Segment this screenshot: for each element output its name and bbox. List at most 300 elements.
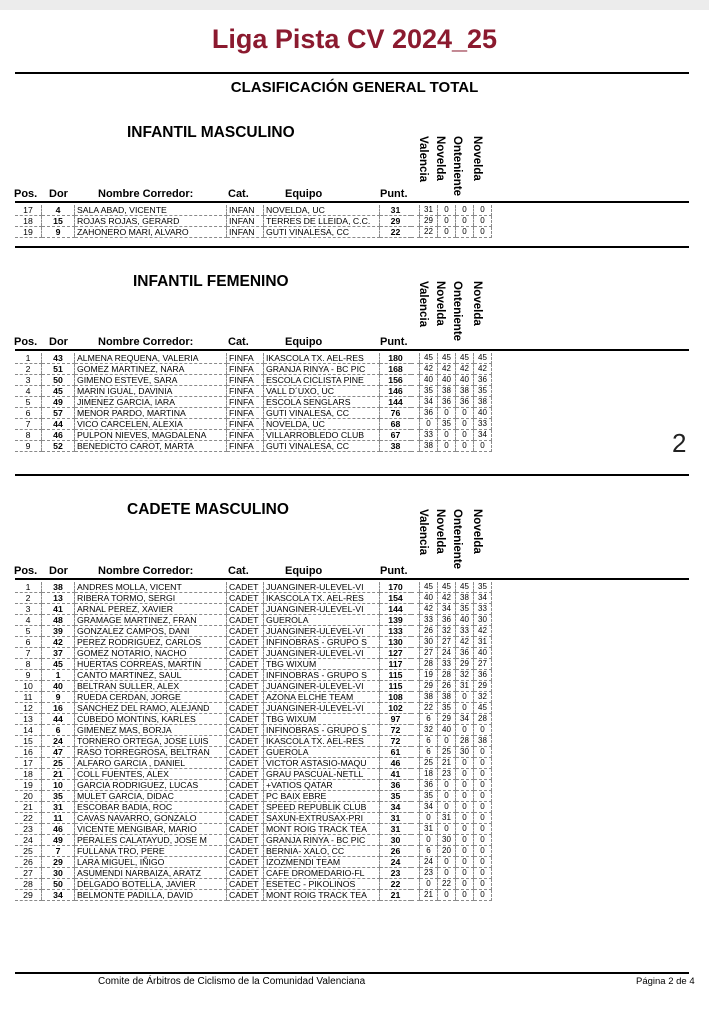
round-points-cell: 0 xyxy=(456,813,474,824)
round-points-cell: 33 xyxy=(474,604,492,615)
table-row xyxy=(15,868,492,879)
round-points-cell: 27 xyxy=(438,637,456,648)
table-row xyxy=(15,386,492,397)
category-cell: CADET xyxy=(227,593,264,604)
rider-name-cell: JIMENEZ GARCIA, IARA xyxy=(75,397,227,408)
bib-number-cell: 44 xyxy=(42,714,75,725)
section-title: INFANTIL MASCULINO xyxy=(127,124,295,141)
section-end-rule xyxy=(15,474,689,476)
round-points-cell: 19 xyxy=(420,670,438,681)
round-points-cell: 0 xyxy=(474,769,492,780)
spacer-cell xyxy=(411,868,420,879)
team-cell: VICTOR ASTASIO-MAQU xyxy=(264,758,380,769)
round-points-cell: 31 xyxy=(420,205,438,216)
team-cell: TERRES DE LLEIDA, C.C. xyxy=(264,216,380,227)
position-cell: 17 xyxy=(15,758,42,769)
rider-name-cell: BENEDICTO CAROT, MARTA xyxy=(75,441,227,452)
rider-name-cell: CAVAS NAVARRO, GONZALO xyxy=(75,813,227,824)
round-points-cell: 40 xyxy=(438,375,456,386)
round-points-cell: 42 xyxy=(420,604,438,615)
round-points-cell: 0 xyxy=(474,846,492,857)
round-points-cell: 35 xyxy=(438,419,456,430)
position-cell: 1 xyxy=(15,353,42,364)
round-points-cell: 0 xyxy=(474,879,492,890)
table-row xyxy=(15,648,492,659)
category-cell: FINFA xyxy=(227,419,264,430)
rider-name-cell: ESCOBAR BADIA, ROC xyxy=(75,802,227,813)
spacer-cell xyxy=(411,386,420,397)
column-header-name: Nombre Corredor: xyxy=(98,565,194,577)
round-points-cell: 34 xyxy=(474,593,492,604)
spacer-cell xyxy=(411,216,420,227)
round-points-cell: 29 xyxy=(474,681,492,692)
spacer-cell xyxy=(411,813,420,824)
round-points-cell: 0 xyxy=(456,408,474,419)
rider-name-cell: GARCIA RODRIGUEZ, LUCAS xyxy=(75,780,227,791)
category-cell: INFAN xyxy=(227,227,264,238)
round-points-cell: 0 xyxy=(456,857,474,868)
points-cell: 144 xyxy=(380,604,412,615)
table-row xyxy=(15,802,492,813)
table-row xyxy=(15,659,492,670)
bib-number-cell: 24 xyxy=(42,736,75,747)
rider-name-cell: VICENTE MENGIBAR, MARIO xyxy=(75,824,227,835)
category-cell: FINFA xyxy=(227,375,264,386)
round-points-cell: 0 xyxy=(456,868,474,879)
bib-number-cell: 57 xyxy=(42,408,75,419)
bib-number-cell: 13 xyxy=(42,593,75,604)
bib-number-cell: 45 xyxy=(42,386,75,397)
position-cell: 24 xyxy=(15,835,42,846)
spacer-cell xyxy=(411,441,420,452)
round-points-cell: 0 xyxy=(420,419,438,430)
points-cell: 22 xyxy=(380,879,412,890)
header-rule xyxy=(15,578,689,580)
table-row xyxy=(15,408,492,419)
bib-number-cell: 21 xyxy=(42,769,75,780)
spacer-cell xyxy=(411,364,420,375)
team-cell: GUTI VINALESA, CC xyxy=(264,441,380,452)
round-points-cell: 40 xyxy=(474,408,492,419)
table-row xyxy=(15,626,492,637)
table-row xyxy=(15,780,492,791)
spacer-cell xyxy=(411,747,420,758)
position-cell: 7 xyxy=(15,648,42,659)
column-header-pos: Pos. xyxy=(14,336,38,348)
footer-organization: Comite de Árbitros de Ciclismo de la Comunidad Valenciana xyxy=(98,976,366,987)
round-points-cell: 24 xyxy=(438,648,456,659)
category-cell: CADET xyxy=(227,879,264,890)
round-points-cell: 40 xyxy=(456,375,474,386)
column-header-dor: Dor xyxy=(49,565,68,577)
round-points-cell: 32 xyxy=(438,626,456,637)
category-cell: INFAN xyxy=(227,216,264,227)
position-cell: 9 xyxy=(15,670,42,681)
team-cell: CAFE DROMEDARIO-FL xyxy=(264,868,380,879)
category-cell: CADET xyxy=(227,681,264,692)
round-points-cell: 23 xyxy=(420,868,438,879)
category-cell: CADET xyxy=(227,769,264,780)
spacer-cell xyxy=(411,593,420,604)
column-header-dor: Dor xyxy=(49,336,68,348)
bib-number-cell: 1 xyxy=(42,670,75,681)
position-cell: 19 xyxy=(15,780,42,791)
points-cell: 115 xyxy=(380,681,412,692)
team-cell: INFINOBRAS - GRUPO S xyxy=(264,637,380,648)
round-points-cell: 40 xyxy=(474,648,492,659)
team-cell: JUANGINER-ULEVEL-VI xyxy=(264,604,380,615)
round-header-label: Onteniente xyxy=(451,281,463,342)
round-header-label: Valencia xyxy=(417,281,429,328)
rider-name-cell: DELGADO BOTELLA, JAVIER xyxy=(75,879,227,890)
column-header-cat: Cat. xyxy=(228,188,249,200)
column-header-cat: Cat. xyxy=(228,565,249,577)
round-points-cell: 35 xyxy=(438,703,456,714)
round-points-cell: 28 xyxy=(456,736,474,747)
team-cell: +VATIOS QATAR xyxy=(264,780,380,791)
round-points-cell: 45 xyxy=(456,582,474,593)
table-row xyxy=(15,375,492,386)
spacer-cell xyxy=(411,648,420,659)
rider-name-cell: CANTO MARTINEZ, SAUL xyxy=(75,670,227,681)
team-cell: INFINOBRAS - GRUPO S xyxy=(264,670,380,681)
points-cell: 154 xyxy=(380,593,412,604)
table-row xyxy=(15,681,492,692)
rider-name-cell: GIMENEZ MAS, BORJA xyxy=(75,725,227,736)
round-points-cell: 42 xyxy=(474,364,492,375)
table-row xyxy=(15,714,492,725)
category-cell: CADET xyxy=(227,846,264,857)
header-rule xyxy=(15,349,689,351)
rider-name-cell: BELTRAN SULLER, ALEX xyxy=(75,681,227,692)
spacer-cell xyxy=(411,419,420,430)
table-row xyxy=(15,430,492,441)
round-points-cell: 32 xyxy=(474,692,492,703)
team-cell: IKASCOLA TX. AEL-RES xyxy=(264,736,380,747)
round-points-cell: 0 xyxy=(474,868,492,879)
column-header-pos: Pos. xyxy=(14,565,38,577)
round-points-cell: 6 xyxy=(420,714,438,725)
points-cell: 117 xyxy=(380,659,412,670)
team-cell: GRANJA RINYA - BC PIC xyxy=(264,835,380,846)
table-row xyxy=(15,736,492,747)
round-points-cell: 29 xyxy=(438,714,456,725)
bib-number-cell: 4 xyxy=(42,205,75,216)
position-cell: 5 xyxy=(15,397,42,408)
round-points-cell: 0 xyxy=(474,441,492,452)
column-header-team: Equipo xyxy=(285,188,323,200)
table-row xyxy=(15,353,492,364)
position-cell: 1 xyxy=(15,582,42,593)
team-cell: JUANGINER-ULEVEL-VI xyxy=(264,582,380,593)
points-cell: 31 xyxy=(380,205,412,216)
round-points-cell: 38 xyxy=(474,736,492,747)
round-points-cell: 0 xyxy=(420,835,438,846)
table-row xyxy=(15,364,492,375)
round-header-label: Valencia xyxy=(417,136,429,183)
round-points-cell: 34 xyxy=(438,604,456,615)
round-points-cell: 45 xyxy=(474,703,492,714)
bib-number-cell: 46 xyxy=(42,430,75,441)
round-points-cell: 0 xyxy=(474,890,492,901)
round-points-cell: 25 xyxy=(438,747,456,758)
round-points-cell: 35 xyxy=(420,386,438,397)
table-row xyxy=(15,637,492,648)
round-points-cell: 0 xyxy=(456,780,474,791)
title-rule xyxy=(15,72,689,74)
round-points-cell: 0 xyxy=(456,725,474,736)
position-cell: 20 xyxy=(15,791,42,802)
spacer-cell xyxy=(411,780,420,791)
round-points-cell: 0 xyxy=(456,419,474,430)
bib-number-cell: 52 xyxy=(42,441,75,452)
points-cell: 146 xyxy=(380,386,412,397)
points-cell: 144 xyxy=(380,397,412,408)
table-row xyxy=(15,615,492,626)
table-row xyxy=(15,582,492,593)
points-cell: 21 xyxy=(380,890,412,901)
spacer-cell xyxy=(411,604,420,615)
round-points-cell: 0 xyxy=(420,879,438,890)
spacer-cell xyxy=(411,582,420,593)
round-points-cell: 20 xyxy=(438,846,456,857)
position-cell: 18 xyxy=(15,216,42,227)
rider-name-cell: LARA MIGUEL, IÑIGO xyxy=(75,857,227,868)
table-row xyxy=(15,670,492,681)
standings-table xyxy=(15,205,492,238)
column-header-dor: Dor xyxy=(49,188,68,200)
round-points-cell: 45 xyxy=(438,353,456,364)
round-points-cell: 0 xyxy=(456,769,474,780)
round-points-cell: 35 xyxy=(474,582,492,593)
position-cell: 15 xyxy=(15,736,42,747)
rider-name-cell: GIMENO ESTEVE, SARA xyxy=(75,375,227,386)
bib-number-cell: 39 xyxy=(42,626,75,637)
round-points-cell: 0 xyxy=(474,824,492,835)
round-points-cell: 36 xyxy=(438,397,456,408)
round-points-cell: 38 xyxy=(420,692,438,703)
page-top-bar xyxy=(0,0,709,10)
rider-name-cell: ROJAS ROJAS, GERARD xyxy=(75,216,227,227)
points-cell: 97 xyxy=(380,714,412,725)
round-points-cell: 0 xyxy=(438,227,456,238)
spacer-cell xyxy=(411,857,420,868)
category-cell: FINFA xyxy=(227,386,264,397)
round-points-cell: 0 xyxy=(474,835,492,846)
points-cell: 72 xyxy=(380,736,412,747)
position-cell: 6 xyxy=(15,637,42,648)
spacer-cell xyxy=(411,736,420,747)
spacer-cell xyxy=(411,725,420,736)
round-points-cell: 45 xyxy=(420,582,438,593)
round-points-cell: 0 xyxy=(474,747,492,758)
position-cell: 2 xyxy=(15,593,42,604)
category-cell: CADET xyxy=(227,659,264,670)
team-cell: MONT ROIG TRACK TEA xyxy=(264,890,380,901)
rider-name-cell: SANCHEZ DEL RAMO, ALEJAND xyxy=(75,703,227,714)
section-title: CADETE MASCULINO xyxy=(127,501,289,518)
round-header xyxy=(471,277,528,326)
rider-name-cell: ASUMENDI NARBAIZA, ARATZ xyxy=(75,868,227,879)
rider-name-cell: GOMEZ NOTARIO, NACHO xyxy=(75,648,227,659)
position-cell: 28 xyxy=(15,879,42,890)
round-points-cell: 42 xyxy=(474,626,492,637)
table-row xyxy=(15,725,492,736)
points-cell: 38 xyxy=(380,441,412,452)
category-cell: INFAN xyxy=(227,205,264,216)
round-points-cell: 29 xyxy=(456,659,474,670)
round-header-label: Novelda xyxy=(471,136,483,181)
round-header xyxy=(471,505,528,554)
round-points-cell: 42 xyxy=(438,593,456,604)
spacer-cell xyxy=(411,703,420,714)
bib-number-cell: 6 xyxy=(42,725,75,736)
round-points-cell: 0 xyxy=(474,857,492,868)
round-points-cell: 40 xyxy=(456,615,474,626)
spacer-cell xyxy=(411,227,420,238)
bib-number-cell: 48 xyxy=(42,615,75,626)
category-cell: CADET xyxy=(227,747,264,758)
table-row xyxy=(15,890,492,901)
round-points-cell: 28 xyxy=(420,659,438,670)
category-cell: CADET xyxy=(227,703,264,714)
round-points-cell: 0 xyxy=(456,758,474,769)
table-row xyxy=(15,216,492,227)
bib-number-cell: 11 xyxy=(42,813,75,824)
table-row xyxy=(15,791,492,802)
round-points-cell: 0 xyxy=(474,813,492,824)
team-cell: TBG WIXUM xyxy=(264,714,380,725)
table-row xyxy=(15,441,492,452)
round-points-cell: 36 xyxy=(456,648,474,659)
round-points-cell: 42 xyxy=(438,364,456,375)
document-title: Liga Pista CV 2024_25 xyxy=(211,24,498,54)
round-points-cell: 21 xyxy=(420,890,438,901)
category-cell: CADET xyxy=(227,824,264,835)
category-cell: CADET xyxy=(227,813,264,824)
team-cell: IKASCOLA TX. AEL-RES xyxy=(264,353,380,364)
round-points-cell: 21 xyxy=(438,758,456,769)
bib-number-cell: 16 xyxy=(42,703,75,714)
round-points-cell: 22 xyxy=(420,703,438,714)
round-points-cell: 35 xyxy=(456,604,474,615)
rider-name-cell: PULPON NIEVES, MAGDALENA xyxy=(75,430,227,441)
bib-number-cell: 47 xyxy=(42,747,75,758)
round-points-cell: 33 xyxy=(438,659,456,670)
round-points-cell: 32 xyxy=(420,725,438,736)
category-cell: CADET xyxy=(227,780,264,791)
rider-name-cell: GOMEZ MARTINEZ, NARA xyxy=(75,364,227,375)
team-cell: MONT ROIG TRACK TEA xyxy=(264,824,380,835)
round-points-cell: 36 xyxy=(474,375,492,386)
spacer-cell xyxy=(411,802,420,813)
section-end-rule xyxy=(15,972,689,974)
category-cell: CADET xyxy=(227,582,264,593)
bib-number-cell: 45 xyxy=(42,659,75,670)
bib-number-cell: 51 xyxy=(42,364,75,375)
rider-name-cell: ZAHONERO MARI, ALVARO xyxy=(75,227,227,238)
team-cell: ESETEC - PIKOLINOS xyxy=(264,879,380,890)
position-cell: 25 xyxy=(15,846,42,857)
bib-number-cell: 34 xyxy=(42,890,75,901)
position-cell: 27 xyxy=(15,868,42,879)
points-cell: 31 xyxy=(380,824,412,835)
rider-name-cell: BELMONTE PADILLA, DAVID xyxy=(75,890,227,901)
column-header-pts: Punt. xyxy=(380,336,408,348)
round-points-cell: 0 xyxy=(438,868,456,879)
bib-number-cell: 10 xyxy=(42,780,75,791)
category-cell: CADET xyxy=(227,670,264,681)
bib-number-cell: 49 xyxy=(42,397,75,408)
position-cell: 14 xyxy=(15,725,42,736)
round-points-cell: 33 xyxy=(456,626,474,637)
round-points-cell: 29 xyxy=(420,681,438,692)
team-cell: IZOZMENDI TEAM xyxy=(264,857,380,868)
column-header-name: Nombre Corredor: xyxy=(98,188,194,200)
category-cell: CADET xyxy=(227,604,264,615)
round-points-cell: 33 xyxy=(420,430,438,441)
position-cell: 3 xyxy=(15,375,42,386)
round-points-cell: 27 xyxy=(420,648,438,659)
table-row xyxy=(15,703,492,714)
position-cell: 21 xyxy=(15,802,42,813)
spacer-cell xyxy=(411,375,420,386)
round-points-cell: 26 xyxy=(420,626,438,637)
round-points-cell: 34 xyxy=(420,802,438,813)
points-cell: 24 xyxy=(380,857,412,868)
round-points-cell: 34 xyxy=(420,397,438,408)
section-title: INFANTIL FEMENINO xyxy=(133,273,289,290)
category-cell: FINFA xyxy=(227,353,264,364)
category-cell: CADET xyxy=(227,802,264,813)
bib-number-cell: 43 xyxy=(42,353,75,364)
section-end-rule xyxy=(15,246,689,248)
points-cell: 34 xyxy=(380,802,412,813)
round-points-cell: 0 xyxy=(438,216,456,227)
table-row xyxy=(15,604,492,615)
round-points-cell: 29 xyxy=(420,216,438,227)
round-points-cell: 0 xyxy=(456,824,474,835)
category-cell: FINFA xyxy=(227,441,264,452)
round-header-label: Valencia xyxy=(417,509,429,556)
points-cell: 130 xyxy=(380,637,412,648)
spacer-cell xyxy=(411,205,420,216)
points-cell: 36 xyxy=(380,780,412,791)
category-cell: CADET xyxy=(227,725,264,736)
rider-name-cell: ANDRES MOLLA, VICENT xyxy=(75,582,227,593)
category-cell: CADET xyxy=(227,758,264,769)
position-cell: 13 xyxy=(15,714,42,725)
bib-number-cell: 35 xyxy=(42,791,75,802)
points-cell: 26 xyxy=(380,846,412,857)
team-cell: ESCOLA CICLISTA PINE xyxy=(264,375,380,386)
points-cell: 156 xyxy=(380,375,412,386)
category-cell: FINFA xyxy=(227,364,264,375)
round-points-cell: 35 xyxy=(420,791,438,802)
round-points-cell: 30 xyxy=(474,615,492,626)
round-points-cell: 0 xyxy=(438,441,456,452)
table-row xyxy=(15,593,492,604)
round-points-cell: 40 xyxy=(438,725,456,736)
spacer-cell xyxy=(411,692,420,703)
category-cell: CADET xyxy=(227,692,264,703)
table-row xyxy=(15,769,492,780)
category-cell: CADET xyxy=(227,791,264,802)
category-cell: CADET xyxy=(227,868,264,879)
team-cell: NOVELDA, UC xyxy=(264,205,380,216)
rider-name-cell: RASO TORREGROSA, BELTRAN xyxy=(75,747,227,758)
round-points-cell: 27 xyxy=(474,659,492,670)
